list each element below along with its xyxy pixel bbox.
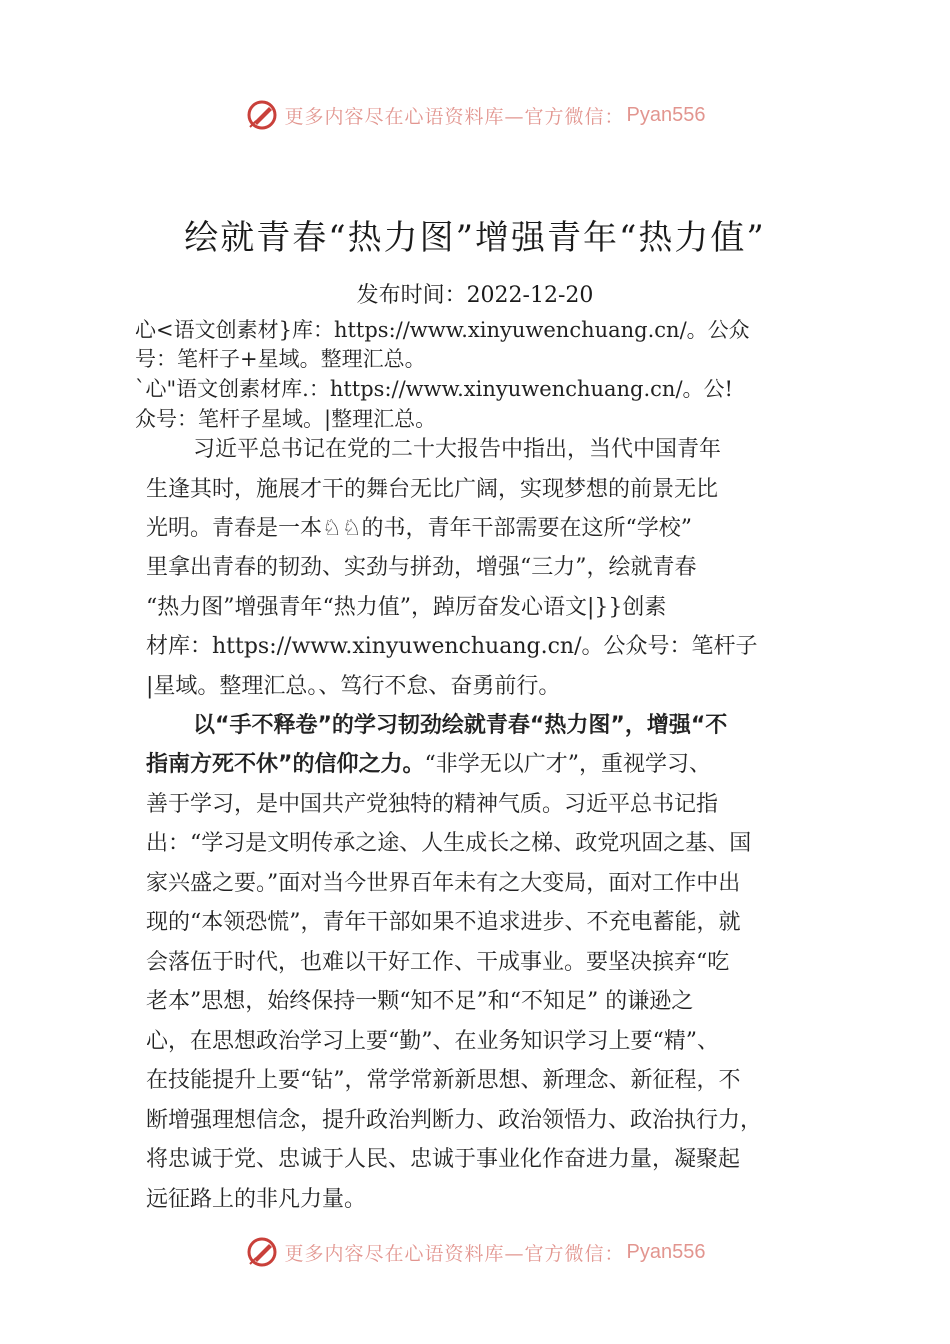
footer-watermark — [0, 1232, 950, 1272]
body-text: “非学无以广才”，重视学习、 — [424, 752, 711, 777]
body-line: 习近平总书记在党的二十大报告中指出，当代中国青年 — [193, 437, 722, 462]
body-line: 众号：笔杆子星域。|整理汇总。 — [135, 407, 437, 431]
section-heading-line — [193, 708, 727, 739]
watermark-text: 更多内容尽在心语资料库—官方微信： — [284, 1242, 625, 1265]
body-line: 将忠诚于党、忠诚于人民、忠诚于事业化作奋进力量，凝聚起 — [146, 1147, 741, 1172]
watermark-text: 更多内容尽在心语资料库—官方微信： — [284, 105, 625, 128]
section-heading-line — [146, 747, 711, 778]
header-watermark — [0, 95, 950, 135]
body-line: 远征路上的非凡力量。 — [146, 1187, 367, 1212]
watermark-wechat-id: Pyan556 — [626, 1240, 706, 1263]
body-line: “热力图”增强青年“热力值”，踔厉奋发心语文|}}创素 — [146, 595, 667, 620]
body-line: 老本”思想，始终保持一颗“知不足”和“不知足” 的谦逊之 — [146, 989, 694, 1014]
body-line: 号：笔杆子+星域。整理汇总。 — [135, 347, 426, 371]
body-line: 材库：https://www.xinyuwenchuang.cn/。公众号：笔杆子 — [146, 634, 758, 659]
publish-date: 发布时间：2022-12-20 — [356, 283, 594, 308]
body-line: 会落伍于时代，也难以干好工作、干成事业。要坚决摈弃“吃 — [146, 950, 730, 975]
body-line: 心<语文创素材}库：https://www.xinyuwenchuang.cn/。公众 — [135, 318, 750, 342]
body-line: 里拿出青春的韧劲、实劲与拼劲，增强“三力”，绘就青春 — [146, 555, 697, 580]
body-line: 生逢其时，施展才干的舞台无比广阔，实现梦想的前景无比 — [146, 477, 719, 502]
logo-icon — [245, 1235, 279, 1269]
logo-icon — [245, 98, 279, 132]
section-heading: 以“手不释卷”的学习韧劲绘就青春“热力图”，增强“不 — [193, 713, 728, 738]
body-line: 善于学习，是中国共产党独特的精神气质。习近平总书记指 — [146, 792, 719, 817]
body-line: 出：“学习是文明传承之途、人生成长之梯、政党巩固之基、国 — [146, 831, 752, 856]
body-line: 在技能提升上要“钻”，常学常新新思想、新理念、新征程，不 — [146, 1068, 741, 1093]
body-line: 光明。青春是一本♘♘的书，青年干部需要在这所“学校” — [146, 516, 692, 541]
page-title: 绘就青春“热力图”增强青年“热力值” — [184, 218, 766, 258]
watermark-wechat-id: Pyan556 — [626, 103, 706, 126]
body-line: 现的“本领恐慌”，青年干部如果不追求进步、不充电蓄能，就 — [146, 910, 741, 935]
body-line: 心，在思想政治学习上要“勤”、在业务知识学习上要“精”、 — [146, 1029, 719, 1054]
body-line: |星域。整理汇总。、笃行不怠、奋勇前行。 — [146, 674, 561, 699]
body-line: 断增强理想信念，提升政治判断力、政治领悟力、政治执行力， — [146, 1108, 763, 1133]
section-heading-cont: 指南方死不休”的信仰之力。 — [146, 752, 425, 777]
body-line: 家兴盛之要。”面对当今世界百年未有之大变局，面对工作中出 — [146, 871, 741, 896]
body-line: `心"语文创素材库.：https://www.xinyuwenchuang.cn/。公! — [135, 377, 733, 401]
